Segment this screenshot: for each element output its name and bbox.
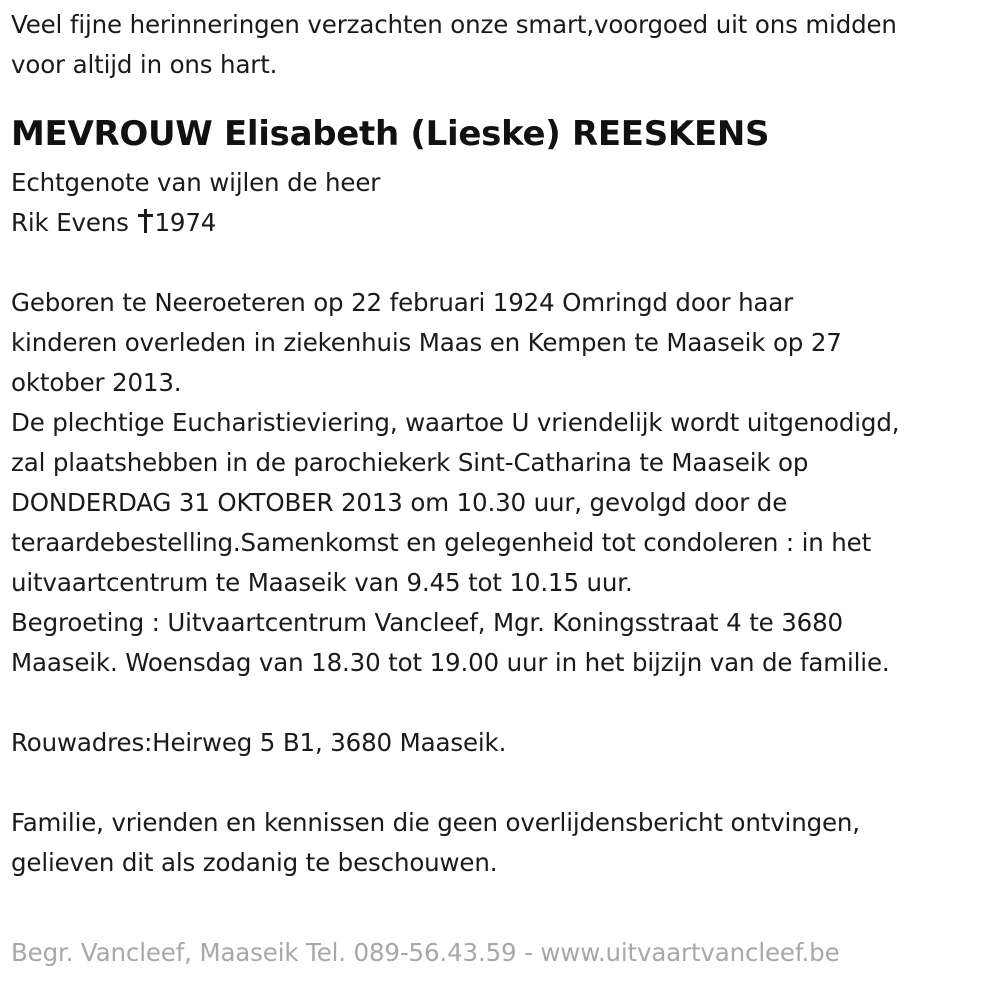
spouse-death-year: 1974 [154, 208, 217, 237]
mourning-address: Rouwadres:Heirweg 5 B1, 3680 Maaseik. [11, 728, 507, 757]
spouse-name: Rik Evens [11, 208, 137, 237]
deceased-name: MEVROUW Elisabeth (Lieske) REESKENS [11, 114, 770, 154]
body-line-5: zal plaatshebben in de parochiekerk Sint-Catharina te Maaseik op [11, 448, 809, 477]
body-line-9: Begroeting : Uitvaartcentrum Vancleef, Mgr. Koningsstraat 4 te 3680 [11, 608, 843, 637]
body-line-8: uitvaartcentrum te Maaseik van 9.45 tot 10.15 uur. [11, 568, 633, 597]
obituary-notice [11, 5, 996, 883]
spacer [11, 85, 996, 105]
intro-line-1: Veel fijne herinneringen verzachten onze smart,voorgoed uit ons midden [11, 10, 897, 39]
intro-line-2: voor altijd in ons hart. [11, 50, 278, 79]
body-line-7: teraardebestelling.Samenkomst en gelegenheid tot condoleren : in het [11, 528, 872, 557]
cross-icon [137, 209, 153, 233]
spacer [11, 683, 996, 723]
spacer [11, 763, 996, 803]
body-line-10: Maaseik. Woensdag van 18.30 tot 19.00 uur in het bijzijn van de familie. [11, 648, 890, 677]
body-line-3: oktober 2013. [11, 368, 182, 397]
body-line-2: kinderen overleden in ziekenhuis Maas en Kempen te Maaseik op 27 [11, 328, 842, 357]
funeral-home-footer: Begr. Vancleef, Maaseik Tel. 089-56.43.59 - www.uitvaartvancleef.be [11, 938, 840, 967]
notice-line-2: gelieven dit als zodanig te beschouwen. [11, 848, 498, 877]
spouse-line: Echtgenote van wijlen de heer [11, 168, 381, 197]
spacer [11, 243, 996, 283]
spouse-name-line [11, 203, 996, 243]
notice-line-1: Familie, vrienden en kennissen die geen overlijdensbericht ontvingen, [11, 808, 860, 837]
body-line-6: DONDERDAG 31 OKTOBER 2013 om 10.30 uur, gevolgd door de [11, 488, 788, 517]
body-line-4: De plechtige Eucharistieviering, waartoe U vriendelijk wordt uitgenodigd, [11, 408, 900, 437]
body-line-1: Geboren te Neeroeteren op 22 februari 1924 Omringd door haar [11, 288, 794, 317]
